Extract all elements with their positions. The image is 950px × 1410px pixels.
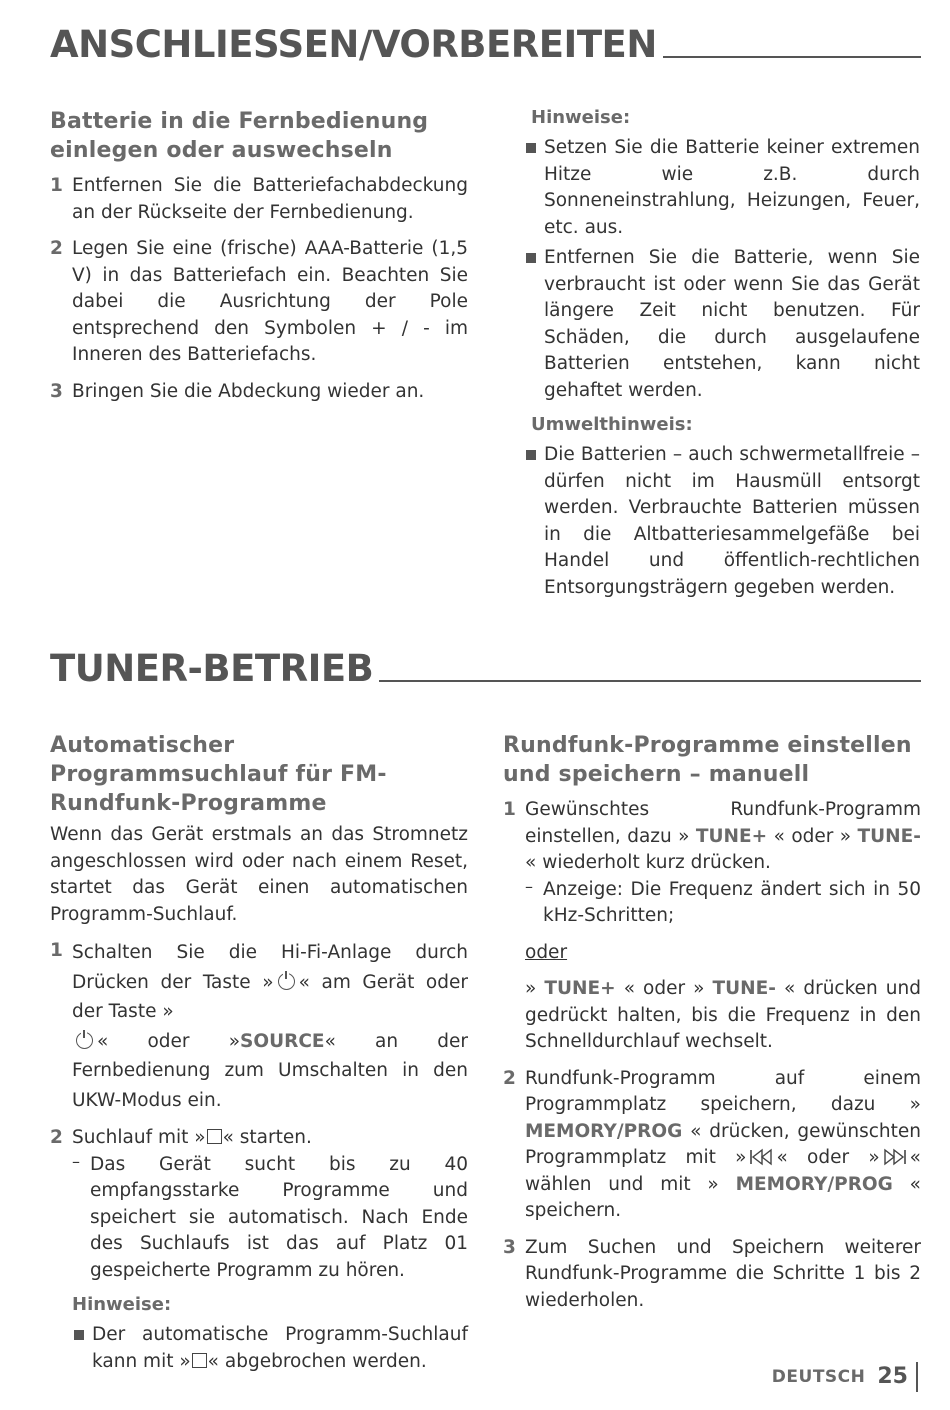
auto-search-column	[50, 731, 468, 1375]
env-text: Die Batterien – auch schwermetallfreie – dürfen nicht im Hausmüll entsorgt werden. Verbrauchte Batterien müssen in die Altbatteriesammelgefäße bei Handel und öffentlich-rechtlichen Entsorgungsträgern gegeben werden.	[544, 444, 920, 598]
text-fragment: « drücken, gewünschten Programmplatz mit »	[525, 1120, 922, 1168]
step-text: Entfernen Sie die Batteriefachabdeckung an der Rückseite der Fernbedienung.	[72, 175, 468, 223]
memory-prog-key-label: MEMORY/PROG	[735, 1173, 893, 1195]
text-fragment: « oder »	[776, 1147, 880, 1168]
bullet-square-icon	[74, 1330, 84, 1340]
dash-marker: –	[525, 876, 533, 896]
step-number: 3	[50, 380, 63, 402]
battery-step-1	[50, 173, 468, 226]
step-number: 1	[50, 175, 63, 196]
skip-back-icon	[748, 1148, 774, 1166]
page-footer	[772, 1362, 918, 1392]
text-fragment: « wiederholt kurz drücken.	[525, 852, 771, 873]
text-fragment: « oder »	[97, 1030, 241, 1052]
battery-hints-column	[524, 105, 920, 601]
bullet-square-icon	[526, 450, 536, 460]
dash-text: Das Gerät sucht bis zu 40 empfangsstarke Programme und speichert sie automatisch. Nach Ende des Suchlaufs ist das auf Platz 01 gespeicherte Programm zu hören.	[90, 1153, 468, 1281]
step-number: 1	[503, 799, 516, 820]
text-fragment: « oder »	[773, 825, 852, 847]
step-body	[72, 1125, 468, 1284]
dash-item	[72, 1152, 468, 1285]
bullet-square-icon	[526, 143, 536, 153]
hints-heading: Hinweise:	[72, 1294, 172, 1315]
text-fragment: Gewünschtes Rundfunk-Programm einstellen, dazu »	[525, 799, 921, 847]
auto-step-1	[50, 938, 468, 1115]
auto-search-intro: Wenn das Gerät erstmals an das Stromnetz angeschlossen wird oder nach einem Reset, startet das Gerät einen automatischen Programm-Suchlauf.	[50, 824, 468, 925]
section-title-text: TUNER-BETRIEB	[50, 647, 374, 690]
stop-icon	[192, 1353, 207, 1368]
step-number: 1	[50, 940, 63, 961]
battery-heading: Batterie in die Fernbedienung einlegen oder auswechseln	[50, 109, 429, 163]
manual-step-1	[503, 797, 921, 1056]
page-number: 25	[877, 1362, 918, 1392]
step-number: 2	[50, 1127, 63, 1148]
step-number: 2	[503, 1067, 516, 1089]
bullet-square-icon	[526, 253, 536, 263]
text-fragment: Rundfunk-Programm auf einem Programmplatz speichern, dazu »	[525, 1067, 921, 1115]
tune-plus-key-label: TUNE+	[544, 978, 616, 999]
dash-text: Anzeige: Die Frequenz ändert sich in 50 kHz-Schritten;	[543, 878, 921, 926]
manual-tuning-column	[503, 731, 921, 1314]
step-text: Zum Suchen und Speichern weiterer Rundfunk-Programme die Schritte 1 bis 2 wiederholen.	[525, 1236, 921, 1311]
auto-hints	[72, 1292, 468, 1375]
battery-column	[50, 107, 468, 405]
text-fragment: « starten.	[222, 1127, 312, 1148]
power-icon	[278, 973, 295, 990]
dash-item	[525, 877, 921, 930]
footer-language: DEUTSCH	[771, 1367, 866, 1387]
tune-plus-key-label: TUNE+	[695, 825, 768, 847]
hint-text	[92, 1322, 468, 1375]
auto-step-2	[50, 1125, 468, 1284]
tune-minus-key-label: TUNE-	[857, 825, 921, 847]
text-fragment: « abgebrochen werden.	[207, 1350, 427, 1372]
memory-prog-key-label: MEMORY/PROG	[525, 1120, 683, 1142]
text-fragment: Suchlauf mit »	[72, 1127, 206, 1148]
hint-item	[524, 245, 920, 404]
section-title-text: ANSCHLIESSEN/VORBEREITEN	[50, 23, 657, 66]
step-text	[72, 938, 468, 1115]
tune-minus-key-label: TUNE-	[712, 978, 776, 999]
dash-marker: –	[72, 1151, 80, 1171]
title-rule	[663, 56, 921, 58]
step-number: 2	[50, 238, 63, 259]
manual-step-3	[503, 1235, 921, 1315]
text-fragment: Der automatische Programm-Suchlauf kann mit »	[92, 1324, 468, 1372]
hint-item	[72, 1322, 468, 1375]
auto-search-heading: Automatischer Programmsuchlauf für FM-Rundfunk-Programme	[50, 733, 387, 816]
stop-icon	[207, 1129, 222, 1144]
manual-tuning-heading: Rundfunk-Programme einstellen und speichern – manuell	[503, 733, 912, 787]
step-body	[525, 797, 921, 1056]
skip-forward-icon	[882, 1148, 908, 1166]
step-text	[525, 797, 921, 877]
env-heading: Umwelthinweis:	[531, 414, 693, 435]
power-icon	[76, 1032, 93, 1049]
text-fragment: « drücken und gedrückt halten, bis die Frequenz in den Schnelldurchlauf wechselt.	[525, 978, 921, 1052]
battery-step-2	[50, 236, 468, 369]
text-fragment: »	[525, 978, 537, 999]
text-fragment: « speichern.	[525, 1173, 921, 1221]
battery-step-3	[50, 379, 468, 406]
text-fragment: « oder »	[623, 978, 705, 999]
env-item	[524, 442, 920, 601]
hint-text: Setzen Sie die Batterie keiner extremen Hitze wie z.B. durch Sonneneinstrahlung, Heizungen, Feuer, etc. aus.	[544, 137, 920, 238]
step-text: Legen Sie eine (frische) AAA-Batterie (1,5 V) in das Batteriefach ein. Beachten Sie dabei die Ausrichtung der Pole entsprechend den Symbolen + / - im Inneren des Batteriefachs.	[72, 238, 468, 365]
section-title-tuner	[50, 647, 921, 690]
step-number: 3	[503, 1236, 516, 1258]
manual-step-2	[503, 1066, 921, 1225]
step-text	[72, 1125, 468, 1152]
alt-text	[525, 976, 921, 1056]
hints-heading: Hinweise:	[531, 107, 631, 128]
title-rule	[379, 680, 921, 682]
source-key-label: SOURCE	[240, 1030, 325, 1052]
text-fragment: « an der Fernbedienung zum Umschalten in den UKW-Modus ein.	[72, 1030, 468, 1111]
text-fragment: Schalten Sie die Hi-Fi-Anlage durch Drücken der Taste »	[72, 942, 468, 993]
hint-item	[524, 135, 920, 241]
section-title-anschliessen	[50, 23, 921, 66]
step-text	[525, 1066, 921, 1225]
oder-label: oder	[525, 941, 568, 963]
hint-text: Entfernen Sie die Batterie, wenn Sie verbraucht ist oder wenn Sie das Gerät längere Zeit nicht benutzen. Für Schäden, die durch ausgelaufene Batterien entstehen, kann nicht gehaftet werden.	[544, 247, 920, 401]
text-fragment: « wählen und mit »	[525, 1147, 921, 1195]
step-text: Bringen Sie die Abdeckung wieder an.	[72, 380, 425, 402]
text-fragment: « am Gerät oder der Taste »	[72, 971, 468, 1022]
